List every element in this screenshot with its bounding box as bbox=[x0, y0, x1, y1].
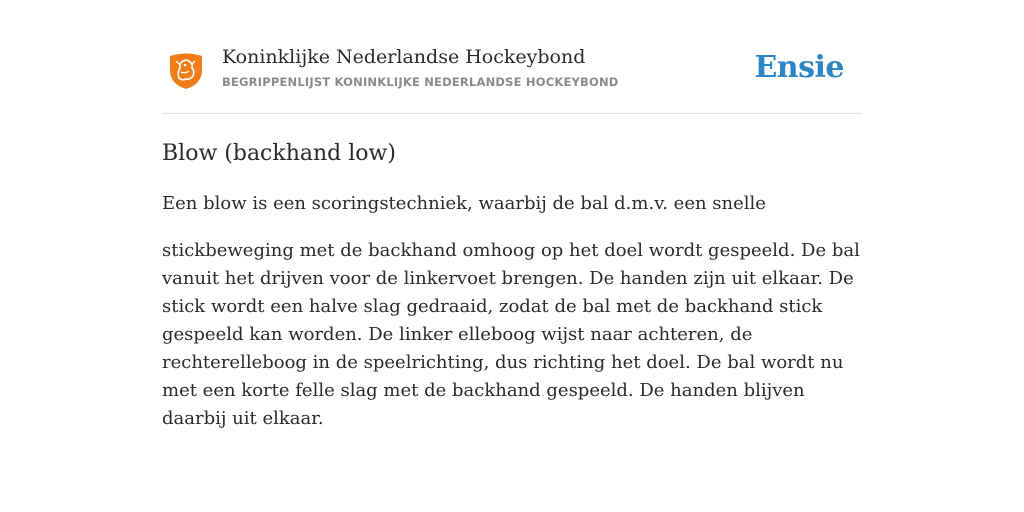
page-container bbox=[162, 0, 862, 433]
article-paragraph-1: Een blow is een scoringstechniek, waarbij de bal d.m.v. een snelle bbox=[162, 193, 766, 214]
article-paragraph-2: stickbeweging met de backhand omhoog op het doel wordt gespeeld. De bal vanuit het drijven voor de linkervoet brengen. De handen zijn uit elkaar. De stick wordt een halve slag gedraaid, zodat de bal met de backhand stick gespeeld kan worden. De linker elleboog wijst naar achteren, de rechterelleboog in de speelrichting, dus richting het doel. De bal wordt nu met een korte felle slag met de backhand gespeeld. De handen blijven daarbij uit elkaar. bbox=[162, 240, 860, 429]
org-name[interactable]: Koninklijke Nederlandse Hockeybond bbox=[222, 46, 586, 68]
article-title: Blow (backhand low) bbox=[162, 141, 396, 166]
lion-shield-icon[interactable] bbox=[168, 52, 204, 90]
ensie-brand-link[interactable]: Ensie bbox=[754, 50, 844, 85]
page-header bbox=[162, 0, 862, 114]
org-subtitle[interactable]: BEGRIPPENLIJST KONINKLIJKE NEDERLANDSE HOCKEYBOND bbox=[222, 75, 619, 89]
